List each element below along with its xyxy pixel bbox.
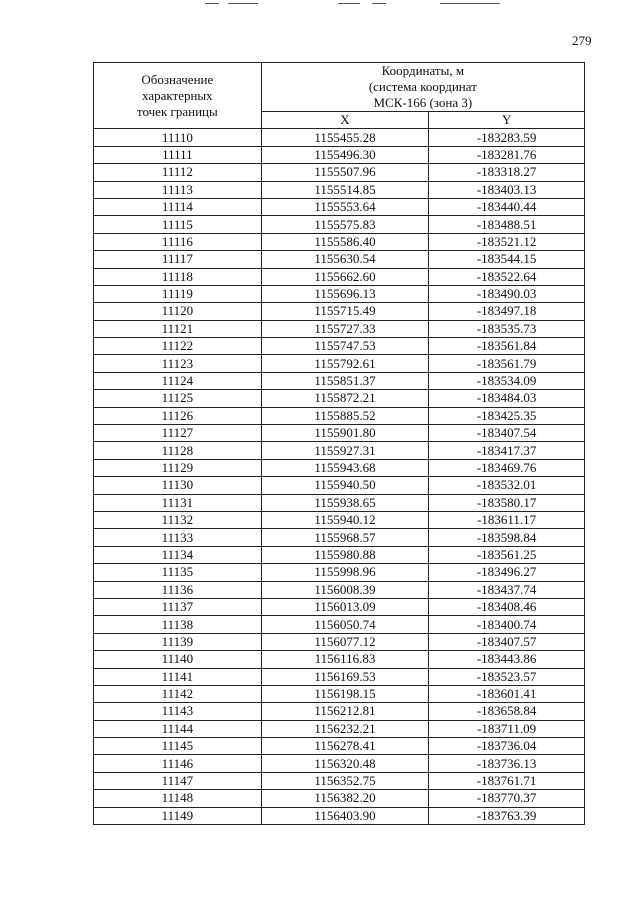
point-id-cell: 11128 (94, 442, 262, 459)
y-coordinate-cell: -183561.84 (429, 338, 585, 355)
y-coordinate-cell: -183281.76 (429, 146, 585, 163)
table-row (94, 303, 585, 320)
y-coordinate-cell: -183736.13 (429, 755, 585, 772)
page-number: 279 (572, 33, 592, 48)
y-coordinate-cell: -183440.44 (429, 198, 585, 215)
y-coordinate-cell: -183580.17 (429, 494, 585, 511)
point-id-cell: 11121 (94, 320, 262, 337)
y-coordinate-cell: -183400.74 (429, 616, 585, 633)
point-id-cell: 11140 (94, 651, 262, 668)
scan-rule (338, 3, 360, 4)
x-coordinate-cell: 1155747.53 (261, 338, 429, 355)
y-coordinate-cell: -183534.09 (429, 372, 585, 389)
y-coordinate-cell: -183658.84 (429, 703, 585, 720)
y-coordinate-cell: -183497.18 (429, 303, 585, 320)
y-coordinate-cell: -183408.46 (429, 598, 585, 615)
x-coordinate-cell: 1155872.21 (261, 390, 429, 407)
y-coordinate-cell: -183598.84 (429, 529, 585, 546)
table-row (94, 285, 585, 302)
table-row (94, 338, 585, 355)
point-id-cell: 11139 (94, 633, 262, 650)
point-id-cell: 11110 (94, 129, 262, 146)
y-coordinate-cell: -183532.01 (429, 477, 585, 494)
x-coordinate-cell: 1155727.33 (261, 320, 429, 337)
point-id-cell: 11122 (94, 338, 262, 355)
x-coordinate-cell: 1156212.81 (261, 703, 429, 720)
point-id-cell: 11145 (94, 738, 262, 755)
y-coordinate-cell: -183561.25 (429, 546, 585, 563)
y-coordinate-cell: -183523.57 (429, 668, 585, 685)
x-coordinate-cell: 1155586.40 (261, 233, 429, 250)
table-row (94, 685, 585, 702)
y-coordinate-cell: -183770.37 (429, 790, 585, 807)
table-row (94, 703, 585, 720)
x-coordinate-cell: 1156352.75 (261, 772, 429, 789)
x-coordinate-cell: 1155496.30 (261, 146, 429, 163)
designation-header-line: Обозначение (141, 71, 214, 87)
x-coordinate-cell: 1155885.52 (261, 407, 429, 424)
y-coordinate-cell: -183490.03 (429, 285, 585, 302)
designation-header-line: характерных (142, 87, 213, 103)
point-id-cell: 11129 (94, 459, 262, 476)
y-coordinate-cell: -183403.13 (429, 181, 585, 198)
table-row (94, 494, 585, 511)
table-row (94, 668, 585, 685)
table-row (94, 425, 585, 442)
point-id-cell: 11118 (94, 268, 262, 285)
coordinates-header-line: Координаты, м (381, 63, 465, 78)
table-body (94, 129, 585, 825)
y-coordinate-cell: -183469.76 (429, 459, 585, 476)
y-coordinate-cell: -183283.59 (429, 129, 585, 146)
coordinates-header (261, 63, 584, 112)
point-id-cell: 11143 (94, 703, 262, 720)
table-row (94, 581, 585, 598)
table-row (94, 598, 585, 615)
x-coordinate-cell: 1156050.74 (261, 616, 429, 633)
x-coordinate-cell: 1156403.90 (261, 807, 429, 824)
x-coordinate-cell: 1155792.61 (261, 355, 429, 372)
table-row (94, 320, 585, 337)
table-row (94, 181, 585, 198)
table-row (94, 251, 585, 268)
table-row (94, 233, 585, 250)
y-coordinate-cell: -183488.51 (429, 216, 585, 233)
point-id-cell: 11117 (94, 251, 262, 268)
x-coordinate-cell: 1156013.09 (261, 598, 429, 615)
table-row (94, 755, 585, 772)
y-coordinate-cell: -183407.57 (429, 633, 585, 650)
y-coordinate-cell: -183407.54 (429, 425, 585, 442)
y-coordinate-cell: -183544.15 (429, 251, 585, 268)
point-id-cell: 11136 (94, 581, 262, 598)
point-id-cell: 11138 (94, 616, 262, 633)
table-row (94, 616, 585, 633)
point-id-cell: 11127 (94, 425, 262, 442)
y-coordinate-cell: -183736.04 (429, 738, 585, 755)
point-id-cell: 11112 (94, 164, 262, 181)
table-row (94, 407, 585, 424)
point-id-cell: 11114 (94, 198, 262, 215)
point-id-cell: 11144 (94, 720, 262, 737)
table-row (94, 268, 585, 285)
point-id-cell: 11124 (94, 372, 262, 389)
y-coordinate-cell: -183601.41 (429, 685, 585, 702)
table-row (94, 807, 585, 824)
table-row (94, 442, 585, 459)
point-id-cell: 11125 (94, 390, 262, 407)
x-coordinate-cell: 1156198.15 (261, 685, 429, 702)
x-coordinate-cell: 1156382.20 (261, 790, 429, 807)
y-column-header: Y (429, 112, 585, 129)
x-coordinate-cell: 1156116.83 (261, 651, 429, 668)
point-id-cell: 11119 (94, 285, 262, 302)
point-id-cell: 11113 (94, 181, 262, 198)
x-coordinate-cell: 1155938.65 (261, 494, 429, 511)
y-coordinate-cell: -183761.71 (429, 772, 585, 789)
x-coordinate-cell: 1155630.54 (261, 251, 429, 268)
table-row (94, 564, 585, 581)
scan-rule (440, 3, 500, 4)
x-coordinate-cell: 1155851.37 (261, 372, 429, 389)
x-coordinate-cell: 1155980.88 (261, 546, 429, 563)
coordinates-header-line: МСК-166 (зона 3) (373, 95, 473, 110)
table-row (94, 129, 585, 146)
table-row (94, 529, 585, 546)
x-coordinate-cell: 1155943.68 (261, 459, 429, 476)
x-coordinate-cell: 1156278.41 (261, 738, 429, 755)
y-coordinate-cell: -183535.73 (429, 320, 585, 337)
scan-rule (228, 3, 258, 4)
x-coordinate-cell: 1155940.12 (261, 511, 429, 528)
point-id-cell: 11146 (94, 755, 262, 772)
table-row (94, 198, 585, 215)
point-id-cell: 11126 (94, 407, 262, 424)
table-row (94, 633, 585, 650)
x-coordinate-cell: 1156320.48 (261, 755, 429, 772)
x-coordinate-cell: 1156232.21 (261, 720, 429, 737)
point-id-cell: 11131 (94, 494, 262, 511)
point-id-cell: 11142 (94, 685, 262, 702)
y-coordinate-cell: -183496.27 (429, 564, 585, 581)
point-id-cell: 11133 (94, 529, 262, 546)
x-coordinate-cell: 1155715.49 (261, 303, 429, 320)
x-column-header: X (261, 112, 429, 129)
table-row (94, 390, 585, 407)
point-id-cell: 11147 (94, 772, 262, 789)
table-row (94, 477, 585, 494)
y-coordinate-cell: -183437.74 (429, 581, 585, 598)
point-id-cell: 11116 (94, 233, 262, 250)
y-coordinate-cell: -183484.03 (429, 390, 585, 407)
coordinates-table (93, 62, 585, 825)
x-coordinate-cell: 1155940.50 (261, 477, 429, 494)
point-id-cell: 11149 (94, 807, 262, 824)
x-coordinate-cell: 1155553.64 (261, 198, 429, 215)
y-coordinate-cell: -183443.86 (429, 651, 585, 668)
y-coordinate-cell: -183417.37 (429, 442, 585, 459)
y-coordinate-cell: -183522.64 (429, 268, 585, 285)
y-coordinate-cell: -183763.39 (429, 807, 585, 824)
table-row (94, 651, 585, 668)
y-coordinate-cell: -183711.09 (429, 720, 585, 737)
table-row (94, 511, 585, 528)
y-coordinate-cell: -183318.27 (429, 164, 585, 181)
point-id-cell: 11115 (94, 216, 262, 233)
table-row (94, 372, 585, 389)
x-coordinate-cell: 1156169.53 (261, 668, 429, 685)
y-coordinate-cell: -183425.35 (429, 407, 585, 424)
point-id-cell: 11120 (94, 303, 262, 320)
designation-header (94, 63, 262, 129)
table-row (94, 216, 585, 233)
x-coordinate-cell: 1156077.12 (261, 633, 429, 650)
point-id-cell: 11137 (94, 598, 262, 615)
table-row (94, 738, 585, 755)
x-coordinate-cell: 1155901.80 (261, 425, 429, 442)
x-coordinate-cell: 1155696.13 (261, 285, 429, 302)
point-id-cell: 11141 (94, 668, 262, 685)
scan-rule (372, 3, 386, 4)
y-coordinate-cell: -183521.12 (429, 233, 585, 250)
table-row (94, 146, 585, 163)
x-coordinate-cell: 1155998.96 (261, 564, 429, 581)
table-row (94, 790, 585, 807)
y-coordinate-cell: -183611.17 (429, 511, 585, 528)
table-row (94, 720, 585, 737)
x-coordinate-cell: 1155968.57 (261, 529, 429, 546)
point-id-cell: 11134 (94, 546, 262, 563)
table-row (94, 164, 585, 181)
scan-rule (205, 3, 219, 4)
x-coordinate-cell: 1155507.96 (261, 164, 429, 181)
designation-header-line: точек границы (136, 103, 218, 119)
x-coordinate-cell: 1155927.31 (261, 442, 429, 459)
x-coordinate-cell: 1156008.39 (261, 581, 429, 598)
point-id-cell: 11123 (94, 355, 262, 372)
x-coordinate-cell: 1155575.83 (261, 216, 429, 233)
table-header-row (94, 63, 585, 112)
coordinates-header-line: (система координат (368, 79, 477, 94)
point-id-cell: 11148 (94, 790, 262, 807)
table-row (94, 355, 585, 372)
table-row (94, 459, 585, 476)
x-coordinate-cell: 1155662.60 (261, 268, 429, 285)
table-row (94, 546, 585, 563)
top-scan-rules (0, 3, 640, 7)
x-coordinate-cell: 1155455.28 (261, 129, 429, 146)
point-id-cell: 11135 (94, 564, 262, 581)
point-id-cell: 11111 (94, 146, 262, 163)
table-row (94, 772, 585, 789)
x-coordinate-cell: 1155514.85 (261, 181, 429, 198)
y-coordinate-cell: -183561.79 (429, 355, 585, 372)
point-id-cell: 11132 (94, 511, 262, 528)
point-id-cell: 11130 (94, 477, 262, 494)
